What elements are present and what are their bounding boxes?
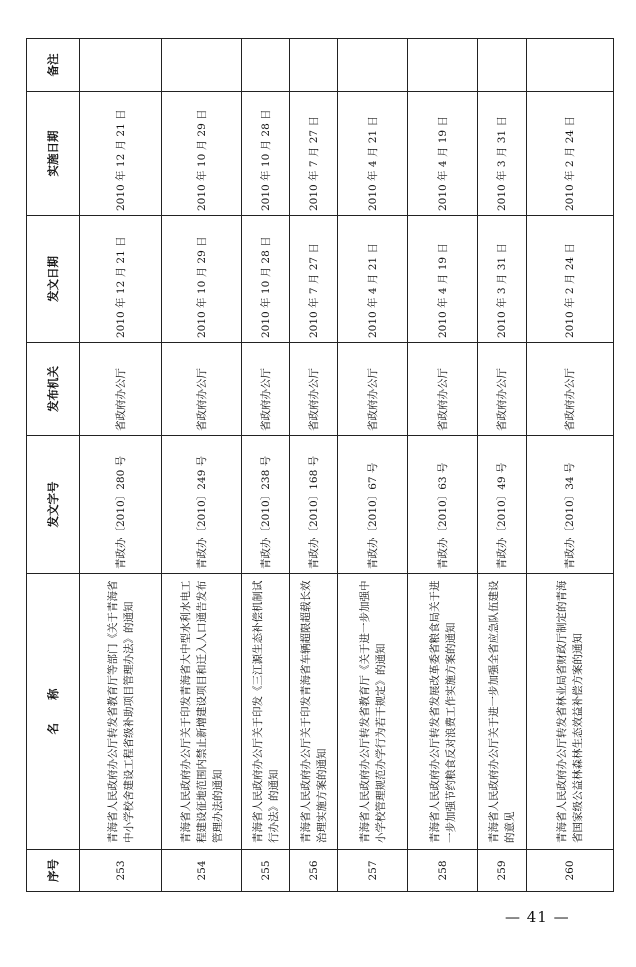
- cell-remarks: [338, 39, 408, 92]
- header-remarks: 备注: [27, 39, 80, 92]
- cell-effective-date: 2010 年 10 月 28 日: [242, 92, 290, 216]
- cell-seq: 254: [162, 850, 242, 892]
- cell-issuer: 省政府办公厅: [290, 343, 338, 436]
- header-effective-date: 实施日期: [27, 92, 80, 216]
- cell-issue-date: 2010 年 4 月 21 日: [338, 216, 408, 343]
- cell-name: 青海省人民政府办公厅关于印发《三江源生态补偿机制试行办法》的通知: [242, 574, 290, 850]
- table-row: [162, 39, 242, 892]
- cell-issuer: 省政府办公厅: [162, 343, 242, 436]
- header-issuer: 发布机关: [27, 343, 80, 436]
- cell-issue-date: 2010 年 10 月 29 日: [162, 216, 242, 343]
- table-row: [527, 39, 614, 892]
- cell-issuer: 省政府办公厅: [527, 343, 614, 436]
- cell-effective-date: 2010 年 7 月 27 日: [290, 92, 338, 216]
- cell-doc-no: 青政办〔2010〕67 号: [338, 436, 408, 574]
- header-doc-no: 发文字号: [27, 436, 80, 574]
- cell-name: 青海省人民政府办公厅关于印发青海省大中型水利水电工程建设征地范围内禁止新增建设项目和迁入人口通告发布管理办法的通知: [162, 574, 242, 850]
- cell-seq: 255: [242, 850, 290, 892]
- cell-effective-date: 2010 年 2 月 24 日: [527, 92, 614, 216]
- cell-seq: 257: [338, 850, 408, 892]
- cell-effective-date: 2010 年 10 月 29 日: [162, 92, 242, 216]
- table-row: [478, 39, 527, 892]
- cell-issue-date: 2010 年 7 月 27 日: [290, 216, 338, 343]
- header-issue-date: 发文日期: [27, 216, 80, 343]
- cell-effective-date: 2010 年 4 月 21 日: [338, 92, 408, 216]
- cell-issue-date: 2010 年 10 月 28 日: [242, 216, 290, 343]
- cell-doc-no: 青政办〔2010〕280 号: [80, 436, 162, 574]
- regulations-table: [26, 38, 614, 892]
- cell-issuer: 省政府办公厅: [80, 343, 162, 436]
- cell-remarks: [162, 39, 242, 92]
- cell-name: 青海省人民政府办公厅关于进一步加强全省应急队伍建设的意见: [478, 574, 527, 850]
- cell-remarks: [290, 39, 338, 92]
- cell-seq: 260: [527, 850, 614, 892]
- cell-name: 青海省人民政府办公厅关于印发青海省车辆超限超载长效治理实施方案的通知: [290, 574, 338, 850]
- cell-issuer: 省政府办公厅: [478, 343, 527, 436]
- cell-remarks: [478, 39, 527, 92]
- cell-issue-date: 2010 年 3 月 31 日: [478, 216, 527, 343]
- cell-doc-no: 青政办〔2010〕34 号: [527, 436, 614, 574]
- rotated-table-wrapper: [26, 39, 613, 892]
- cell-issuer: 省政府办公厅: [338, 343, 408, 436]
- cell-doc-no: 青政办〔2010〕49 号: [478, 436, 527, 574]
- cell-remarks: [242, 39, 290, 92]
- table-row: [242, 39, 290, 892]
- cell-effective-date: 2010 年 3 月 31 日: [478, 92, 527, 216]
- page-number: — 41 —: [505, 908, 570, 926]
- cell-seq: 259: [478, 850, 527, 892]
- cell-seq: 258: [408, 850, 478, 892]
- cell-effective-date: 2010 年 12 月 21 日: [80, 92, 162, 216]
- cell-seq: 253: [80, 850, 162, 892]
- cell-issue-date: 2010 年 4 月 19 日: [408, 216, 478, 343]
- table-row: [80, 39, 162, 892]
- cell-issuer: 省政府办公厅: [242, 343, 290, 436]
- cell-name: 青海省人民政府办公厅转发省发展改革委省粮食局关于进一步加强节约粮食反对浪费工作实施方案的通知: [408, 574, 478, 850]
- cell-doc-no: 青政办〔2010〕63 号: [408, 436, 478, 574]
- table-row: [338, 39, 408, 892]
- table-row: [408, 39, 478, 892]
- cell-effective-date: 2010 年 4 月 19 日: [408, 92, 478, 216]
- table-row: [290, 39, 338, 892]
- cell-seq: 256: [290, 850, 338, 892]
- cell-name: 青海省人民政府办公厅转发省教育厅等部门《关于青海省中小学校舍建设工程省级补助项目管理办法》的通知: [80, 574, 162, 850]
- cell-name: 青海省人民政府办公厅转发省林业局省财政厅制定的青海省国家级公益林森林生态效益补偿方案的通知: [527, 574, 614, 850]
- header-row: [27, 39, 80, 892]
- cell-doc-no: 青政办〔2010〕238 号: [242, 436, 290, 574]
- cell-doc-no: 青政办〔2010〕249 号: [162, 436, 242, 574]
- cell-issue-date: 2010 年 2 月 24 日: [527, 216, 614, 343]
- cell-doc-no: 青政办〔2010〕168 号: [290, 436, 338, 574]
- cell-remarks: [80, 39, 162, 92]
- cell-remarks: [527, 39, 614, 92]
- header-name: 名 称: [27, 574, 80, 850]
- cell-issuer: 省政府办公厅: [408, 343, 478, 436]
- cell-remarks: [408, 39, 478, 92]
- cell-name: 青海省人民政府办公厅转发省教育厅《关于进一步加强中小学校管理规范办学行为若干规定》的通知: [338, 574, 408, 850]
- header-seq: 序号: [27, 850, 80, 892]
- cell-issue-date: 2010 年 12 月 21 日: [80, 216, 162, 343]
